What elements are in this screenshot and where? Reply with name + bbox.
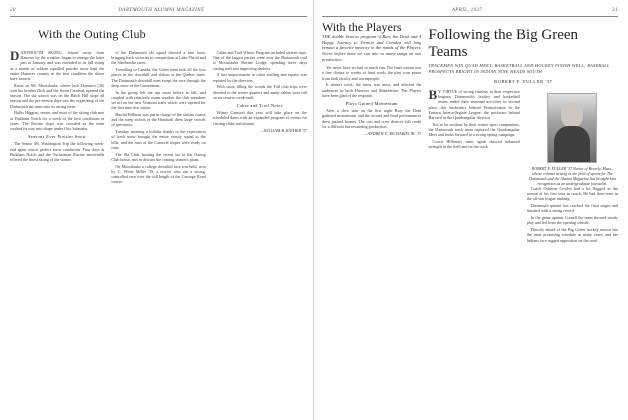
sports-section xyxy=(428,23,618,244)
dropcap-d: D xyxy=(10,50,20,63)
col3-more: Winter Carnival this year will take place on the scheduled dates with an expanded program of events for visiting clubs and alumni. xyxy=(212,110,307,126)
sports-right-para-4: Directly ahead of the Big Green hockey season lies the most promising schedule in many years, and the Indians face rugged opposition on the road. xyxy=(526,227,619,243)
col2-para-1: of the Dartmouth ski squad showed a fine form, bringing back victories in competition at Lake Placid and the Sherbrooke races. xyxy=(111,50,206,66)
col1-para-1: ARTMOUTH SKIING, fenced away from Hanover by the weather, began to emerge the latter part of January, and was extended to its full swing as a month of seldom equalled powder snow kept the entire Hanover country in the best condition the skiers have known. xyxy=(10,50,105,82)
left-running-title: DARTMOUTH ALUMNI MAGAZINE xyxy=(118,8,205,13)
col2-para-4: Harold Hillman was put in charge of the slalom course and the steep stretch of the Headwall drew large crowds of spectators. xyxy=(111,112,206,128)
sports-headline: Following the Big Green Teams xyxy=(428,27,579,60)
sports-para-3: Coach Hillman's team again showed balanced strength in the field and on the track. xyxy=(428,139,520,150)
outing-club-headline: With the Outing Club xyxy=(38,27,146,41)
sports-byline: ROBERT F. FULLER '37 xyxy=(494,79,553,84)
dropcap-b: B xyxy=(428,89,438,102)
sports-right-para-3: In the game against Cornell the team showed steady play and led from the opening whistle. xyxy=(526,215,619,226)
right-divider xyxy=(322,16,618,17)
sports-columns xyxy=(428,89,618,244)
col1-para-3: Hollis Higgins, senior, and most of the skiing club met at Pinkham Notch for a week of the best conditions in years. The Ravine slope was crowded as the team worked its way into shape under Otto Schniebs. xyxy=(10,110,105,132)
sports-para-2: Not to be outdone by their winter sport companions, the Dartmouth track team captured the Quadrangular Meet and looks forward to a strong spring campaign. xyxy=(428,121,520,138)
col2-para-2: Travelling to Canada, the Green team took all the first places in the downhill and slalom at the Quebec meet. The Dartmouth downhill men swept the race through the deep snow of the Laurentians. xyxy=(111,67,206,88)
left-col-1 xyxy=(10,50,104,186)
col3-para-3: With snow filling the woods the Fall club trips were diverted to the winter quarters and many cabins were full on successive week-ends. xyxy=(212,84,307,100)
outing-club-signature: —WILLIAM B. RATHER '37 xyxy=(260,127,307,133)
right-page-number: 21 xyxy=(612,8,618,13)
col3-para-2: A fast improvement in cabin staffing and repairs was reported by the directors. xyxy=(212,72,307,83)
col2-para-3: In the group left the trip more before to fall, and coupled with relatively warm weather the club members set off on the new Vermont trails which were opened for the first time this winter. xyxy=(111,89,206,111)
sports-right-para-1: Coach Osborne Cowles had a hit flagged as the season of his first year in coach. He had three men in the all-star league ranking. xyxy=(526,186,619,202)
players-para-2: It doesn't work, the show was most, and affected the audiences in both Hanover and Manchester. The Players have been glad of the response. xyxy=(322,82,422,98)
sports-col-2 xyxy=(527,89,618,244)
right-running-head xyxy=(322,6,618,15)
players-para-1: Yet never have we had so much fun. The final curtain was a fine climax to weeks of hard work; the play won praise from both faculty and townspeople. xyxy=(322,65,422,81)
col2-para-5: Tuesday morning a holiday thanks to the expectation of fresh snow brought the entire varsity squad to the hills, and the runs of the Carnival slopes were ready on time. xyxy=(111,129,206,150)
players-headline: With the Players xyxy=(322,23,402,34)
right-page xyxy=(314,0,628,420)
fuller-portrait-photo xyxy=(547,93,597,163)
sports-col-1 xyxy=(428,89,519,244)
left-running-head xyxy=(10,6,307,15)
col3-subhead: Cabin and Trail Notes xyxy=(236,103,283,109)
right-columns xyxy=(322,23,618,244)
right-running-title: APRIL, 1937 xyxy=(451,8,483,13)
left-page-number: 20 xyxy=(10,8,16,13)
col1-para-2: Races on Mt. Moosilauke, where Jack Durrance (36) won his brother Dick and the Swan Carnival, opened the season. The ski school was on the Balch Hill slope all season and the pre-season days saw the organizing of the Dartmouth ski team into its racing form. xyxy=(10,82,105,109)
col3-para-1: Cabin and Trail Winter Program included sixteen trips. One of the largest parties went over the Dartmouth trail to Moosilauke Ravine Lodge, spending three days cutting trail and improving shelters. xyxy=(212,50,307,71)
fuller-photo-caption: ROBERT F. FULLER '37 Native of Beverly, Mass., whose column writing in the field of sports for The Dartmouth and the Alumni Magazine has brought him recognition as an undergraduate journalist. xyxy=(528,166,616,186)
sports-para-1: Y VIRTUE of strong finishes in their respective leagues, Dartmouth's hockey and basketball teams ended their seasonal activities in second place—the basketeers behind Pennsylvania in the Eastern Intercollegiate League, the pucksters behind Harvard in the Quadrangular division. xyxy=(428,89,520,121)
left-columns xyxy=(10,50,307,186)
col1-more: The Senior Mt. Washington Trip the following week-end again struck perfect snow conditions. Four days at Pinkham Notch and the Tuckerman Ravine snowfields offered the finest skiing of the winter. xyxy=(10,141,105,163)
players-col xyxy=(322,23,421,244)
players-more: After a slow start on the first night Bury the Dead gathered momentum, and the second and third performances drew packed houses. The cast and crew deserve full credit for a difficult but rewarding production. xyxy=(322,108,422,129)
col1-subhead: Seasons Ever Prettier Snow xyxy=(28,134,87,140)
sports-right-para-2: Dartmouth quintet has reached the final stages and finished with a strong record. xyxy=(526,203,619,214)
left-divider xyxy=(10,16,307,17)
players-subhead: Plays Gained Momentum xyxy=(345,100,398,106)
players-signature: —ANDREW E. RICHARDS JR. '37 xyxy=(363,131,422,136)
players-intro: THE double Seniors program of Bury the Dead and A Happy Journey to Trenton and Camden will long remain a favorite memory in the minds of the Players. Never before have we run into so many snags on one production. xyxy=(322,34,422,62)
left-col-3 xyxy=(213,50,307,186)
left-col-2 xyxy=(111,50,205,186)
sports-deck: TRACKMEN WIN QUAD MEET; BASKETBALL AND HOCKEY FINISH WELL; BASEBALL PROSPECTS BRIGHT IN INDIAN NINE HEADS SOUTH xyxy=(428,63,610,74)
col2-para-7: On Moosilauke a college downhill race was held, won by C. White Miller '39, a novice who ran a strong, controlled race over the full length of the Carriage Road course. xyxy=(111,163,206,185)
col2-para-6: The Ski Club, hosting the recent tea in the Outing Club house, met to discuss the coming season's plans. xyxy=(111,151,206,162)
